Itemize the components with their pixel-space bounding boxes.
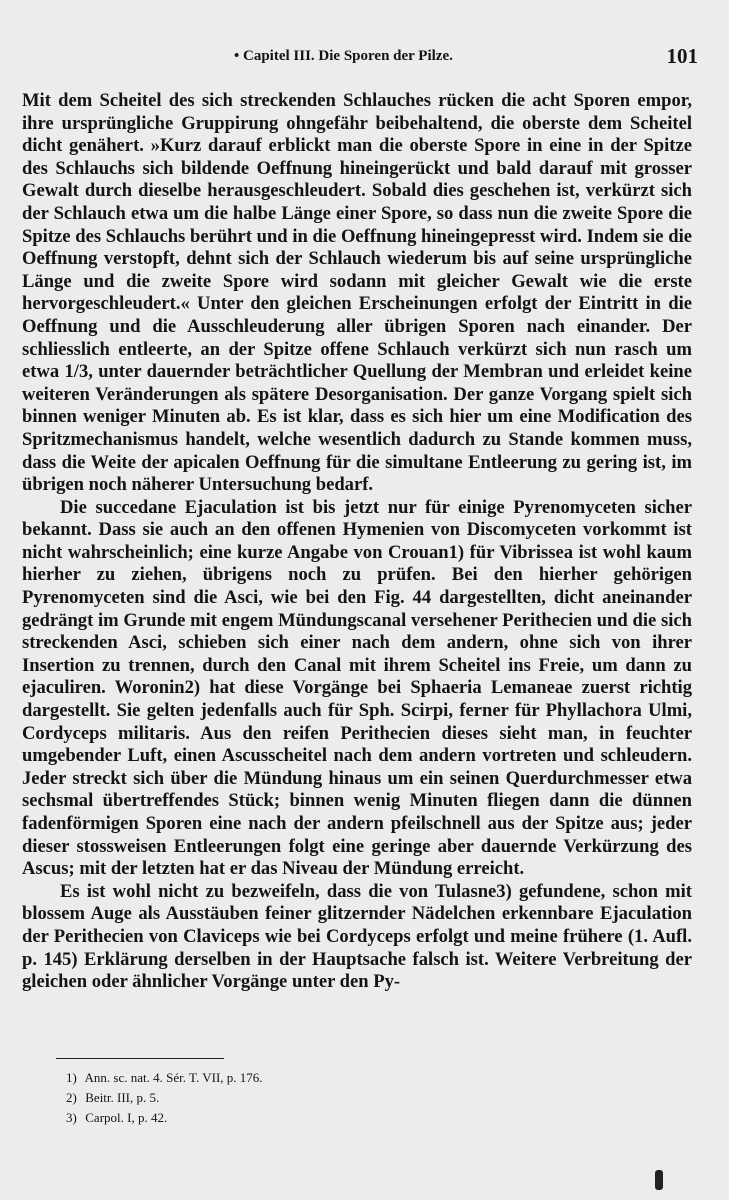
footnote-number: 3) xyxy=(66,1110,77,1125)
page-number: 101 xyxy=(666,44,698,68)
footnotes xyxy=(66,1068,566,1128)
footnote-number: 1) xyxy=(66,1070,77,1085)
footnote-3 xyxy=(66,1108,566,1128)
body-text xyxy=(22,90,692,994)
footnote-text: Ann. sc. nat. 4. Sér. T. VII, p. 176. xyxy=(84,1070,263,1085)
page-mark xyxy=(655,1170,663,1190)
footnote-divider xyxy=(56,1058,224,1059)
paragraph-3: Es ist wohl nicht zu bezweifeln, dass die von Tulasne3) gefundene, schon mit blossem Auge als Ausstäuben feiner glitzernder Nädelchen erkennbare Ejaculation der Perithecien von Claviceps wie bei Cordyceps erfolgt und meine frühere (1. Aufl. p. 145) Erklärung derselben in der Hauptsache falsch ist. Weitere Verbreitung der gleichen oder ähnlicher Vorgänge unter den Py- xyxy=(22,880,692,993)
paragraph-2: Die succedane Ejaculation ist bis jetzt nur für einige Pyrenomyceten sicher bekannt. Dass sie auch an den offenen Hymenien von Discomyceten vorkommt ist nicht wahrscheinlich; eine kurze Angabe von Crouan1) für Vibrissea ist wohl kaum hierher zu ziehen, übrigens noch zu prüfen. Bei den hierher gehörigen Pyrenomyceten sind die Asci, wie bei den Fig. 44 dargestellten, dicht aneinander gedrängt im Grunde mit engem Mündungscanal versehener Perithecien und die sich streckenden Asci, schieben sich einer nach dem andern, ohne sich von ihrer Insertion zu trennen, durch den Canal mit ihrem Scheitel ins Freie, um dann zu ejaculiren. Woronin2) hat diese Vorgänge bei Sphaeria Lemaneae zuerst richtig dargestellt. Sie gelten jedenfalls auch für Sph. Scirpi, ferner für Phyllachora Ulmi, Cordyceps militaris. Aus den reifen Perithecien dieses sieht man, in feuchter umgebender Luft, einen Ascusscheitel nach dem andern vortreten und schleudern. Jeder streckt sich über die Mündung hinaus um ein seinen Querdurchmesser etwa sechsmal übertreffendes Stück; binnen wenig Minuten fliegen dann die dünnen fadenförmigen Sporen eine nach der andern pfeilschnell aus der Spitze aus; jeder dieser stossweisen Entleerungen folgt eine geringe aber dauernde Verkürzung des Ascus; mit der letzten hat er das Niveau der Mündung erreicht. xyxy=(22,496,692,880)
page-header xyxy=(22,44,702,72)
footnote-text: Carpol. I, p. 42. xyxy=(85,1110,168,1125)
footnote-number: 2) xyxy=(66,1090,77,1105)
running-title: • Capitel III. Die Sporen der Pilze. xyxy=(234,48,453,64)
paragraph-1: Mit dem Scheitel des sich streckenden Schlauches rücken die acht Sporen empor, ihre ursprüngliche Gruppirung ohngefähr beibehaltend, die oberste dem Scheitel dicht genähert. »Kurz darauf erblickt man die oberste Spore in eine in der Spitze des Schlauchs sich bildende Oeffnung hineingerückt und bald darauf mit grosser Gewalt durch dieselbe herausgeschleudert. Sobald dies geschehen ist, verkürzt sich der Schlauch etwa um die halbe Länge einer Spore, so dass nun die zweite Spore die Spitze des Schlauchs berührt und in die Oeffnung hineingepresst wird. Indem sie die Oeffnung verstopft, dehnt sich der Schlauch wiederum bis auf seine ursprüngliche Länge und die zweite Spore wird sodann mit gleicher Gewalt wie die erste hervorgeschleudert.« Unter den gleichen Erscheinungen erfolgt der Eintritt in die Oeffnung und die Ausschleuderung aller übrigen Sporen nach einander. Der schliesslich entleerte, an der Spitze offene Schlauch verkürzt sich nun rasch um etwa 1/3, unter dauernder beträchtlicher Quellung der Membran und erleidet keine weiteren Veränderungen als spätere Desorganisation. Der ganze Vorgang spielt sich binnen weniger Minuten ab. Es ist klar, dass es sich hier um eine Modification des Spritzmechanismus handelt, welche wesentlich dadurch zu Stande kommen muss, dass die Weite der apicalen Oeffnung für die simultane Entleerung zu gering ist, im übrigen noch näherer Untersuchung bedarf. xyxy=(22,90,692,496)
footnote-text: Beitr. III, p. 5. xyxy=(85,1090,160,1105)
footnote-1 xyxy=(66,1068,566,1088)
footnote-2 xyxy=(66,1088,566,1108)
